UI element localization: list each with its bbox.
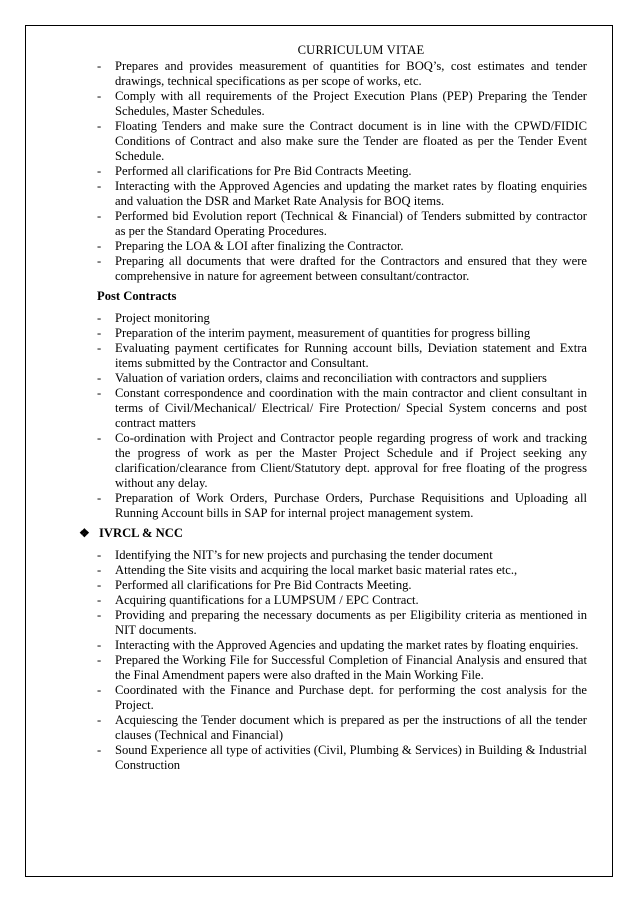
list-item: - Providing and preparing the necessary documents as per Eligibility criteria as mentioned in NIT documents.	[95, 608, 587, 638]
list-item: - Performed all clarifications for Pre Bid Contracts Meeting.	[95, 578, 587, 593]
list-item: - Prepared the Working File for Successful Completion of Financial Analysis and ensured that the Final Amendment papers were also drafted in the Main Working File.	[95, 653, 587, 683]
list-item: - Evaluating payment certificates for Running account bills, Deviation statement and Extra items submitted by the Contractor and Consultant.	[95, 341, 587, 371]
list-item: - Acquiring quantifications for a LUMPSUM / EPC Contract.	[95, 593, 587, 608]
cv-content	[79, 43, 587, 773]
list-item: - Performed all clarifications for Pre Bid Contracts Meeting.	[95, 164, 587, 179]
list-item: - Co-ordination with Project and Contractor people regarding progress of work and tracking the progress of work as per the Master Project Schedule and if Project seeking any clarification/clearance from Client/Statutory dept. approval for free floating of the progress without any delay.	[95, 431, 587, 491]
post-contracts-list	[95, 311, 587, 521]
document-title: CURRICULUM VITAE	[297, 43, 425, 57]
list-item: - Constant correspondence and coordination with the main contractor and client consultant in terms of Civil/Mechanical/ Electrical/ Fire Protection/ Special System concerns and post contract matters	[95, 386, 587, 431]
list-item: - Performed bid Evolution report (Technical & Financial) of Tenders submitted by contractor as per the Standard Operating Procedures.	[95, 209, 587, 239]
ivrcl-duties-list	[95, 548, 587, 773]
list-item: - Preparation of Work Orders, Purchase Orders, Purchase Requisitions and Uploading all Running Account bills in SAP for internal project management system.	[95, 491, 587, 521]
list-item: - Preparation of the interim payment, measurement of quantities for progress billing	[95, 326, 587, 341]
post-contracts-heading: Post Contracts	[97, 289, 177, 303]
list-item: - Preparing all documents that were drafted for the Contractors and ensured that they were comprehensive in nature for agreement between consultant/contractor.	[95, 254, 587, 284]
list-item: - Floating Tenders and make sure the Contract document is in line with the CPWD/FIDIC Conditions of Contract and also make sure the Tender are floated as per the Tender Event Schedule.	[95, 119, 587, 164]
list-item: - Coordinated with the Finance and Purchase dept. for performing the cost analysis for the Project.	[95, 683, 587, 713]
diamond-bullet-icon: ❖	[79, 526, 90, 540]
list-item: - Project monitoring	[95, 311, 587, 326]
list-item: - Interacting with the Approved Agencies and updating the market rates by floating enquiries and valuation the DSR and Market Rate Analysis for BOQ items.	[95, 179, 587, 209]
list-item: - Prepares and provides measurement of quantities for BOQ’s, cost estimates and tender drawings, technical specifications as per scope of works, etc.	[95, 59, 587, 89]
list-item: - Comply with all requirements of the Project Execution Plans (PEP) Preparing the Tender Schedules, Master Schedules.	[95, 89, 587, 119]
ivrcl-heading-text: IVRCL & NCC	[99, 526, 183, 540]
list-item: - Sound Experience all type of activities (Civil, Plumbing & Services) in Building & Industrial Construction	[95, 743, 587, 773]
list-item: - Interacting with the Approved Agencies and updating the market rates by floating enquiries.	[95, 638, 587, 653]
list-item: - Valuation of variation orders, claims and reconciliation with contractors and suppliers	[95, 371, 587, 386]
ivrcl-section-heading	[79, 526, 587, 541]
list-item: - Attending the Site visits and acquiring the local market basic material rates etc.,	[95, 563, 587, 578]
list-item: - Acquiescing the Tender document which is prepared as per the instructions of all the tender clauses (Technical and Financial)	[95, 713, 587, 743]
list-item: - Preparing the LOA & LOI after finalizing the Contractor.	[95, 239, 587, 254]
tender-duties-list	[95, 59, 587, 284]
list-item: - Identifying the NIT’s for new projects and purchasing the tender document	[95, 548, 587, 563]
